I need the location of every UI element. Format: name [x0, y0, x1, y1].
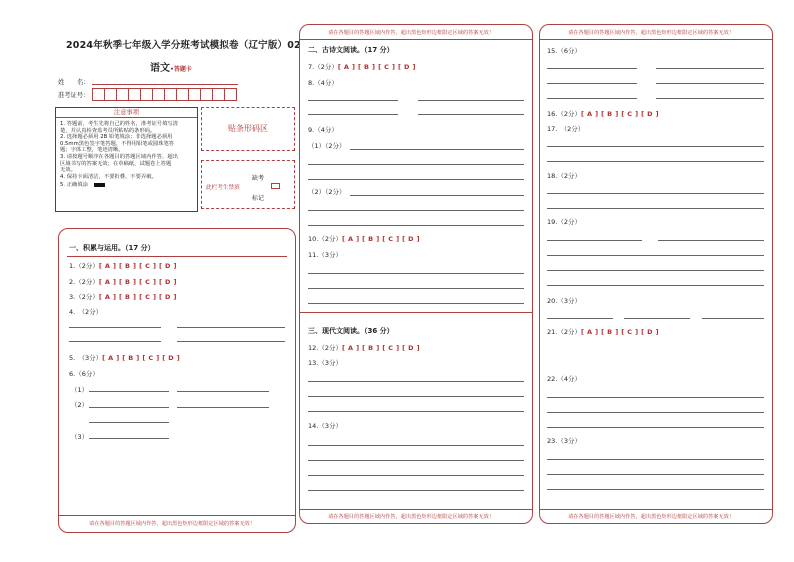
answer-line[interactable] [308, 114, 398, 115]
answer-line[interactable] [350, 149, 524, 150]
answer-panel-3 [539, 24, 773, 524]
answer-line[interactable] [547, 427, 764, 428]
notes-title: 注意事项 [56, 108, 197, 118]
notes-line: 区域书写的答案无效；在草稿纸，试题卷上答题 [60, 160, 172, 167]
answer-line[interactable] [547, 98, 637, 99]
answer-line[interactable] [547, 68, 637, 69]
answer-line[interactable] [308, 396, 524, 397]
question-13: 13.（3分） [308, 359, 342, 367]
question-14: 14.（3分） [308, 422, 342, 430]
answer-line[interactable] [547, 412, 764, 413]
answer-line[interactable] [656, 83, 764, 84]
question-9-1: （1）（2分） [308, 142, 346, 150]
notes-line: 题；字体工整，笔迹清晰。 [60, 147, 124, 154]
question-1[interactable]: 1.（2分）[ A ] [ B ] [ C ] [ D ] [69, 262, 177, 270]
answer-line[interactable] [547, 489, 764, 490]
answer-line[interactable] [418, 114, 524, 115]
question-12[interactable]: 12.（2分）[ A ] [ B ] [ C ] [ D ] [308, 344, 420, 352]
answer-line[interactable] [702, 318, 764, 319]
answer-line[interactable] [69, 341, 161, 342]
answer-line[interactable] [418, 100, 524, 101]
question-8: 8.（4分） [308, 79, 338, 87]
answer-line[interactable] [547, 318, 613, 319]
answer-line[interactable] [547, 270, 764, 271]
answer-panel-1 [58, 228, 296, 533]
question-20: 20.（3分） [547, 297, 581, 305]
absent-label: 此栏考生禁填 [206, 185, 240, 191]
answer-line[interactable] [69, 327, 161, 328]
question-10[interactable]: 10.（2分）[ A ] [ B ] [ C ] [ D ] [308, 235, 420, 243]
section-heading: 二、古诗文阅读。（17 分） [308, 46, 394, 54]
answer-line[interactable] [177, 341, 285, 342]
question-6-3: （3） [71, 433, 89, 441]
panel-notice: 请在各题目的答题区域内作答，超出黑色矩形边框限定区域的答案无效！ [89, 521, 256, 527]
notes-line: 4. 保持卡面清洁，不要折叠、不要弄破。 [60, 173, 157, 180]
answer-line[interactable] [547, 459, 764, 460]
answer-line[interactable] [308, 445, 524, 446]
answer-line[interactable] [350, 195, 524, 196]
answer-line[interactable] [547, 474, 764, 475]
panel-notice: 请在各题目的答题区域内作答，超出黑色矩形边框限定区域的答案无效！ [568, 514, 735, 520]
name-field[interactable] [92, 84, 238, 85]
answer-line[interactable] [89, 391, 169, 392]
name-label: 姓 名： [58, 79, 90, 86]
answer-line[interactable] [656, 98, 764, 99]
question-9-2: （2）（2分） [308, 188, 346, 196]
question-6-1: （1） [71, 386, 89, 394]
question-3[interactable]: 3.（2分）[ A ] [ B ] [ C ] [ D ] [69, 293, 177, 301]
answer-line[interactable] [308, 475, 524, 476]
question-23: 23.（3分） [547, 437, 581, 445]
barcode-area [201, 107, 295, 151]
section-heading: 一、积累与运用。（17 分） [69, 244, 155, 252]
answer-line[interactable] [177, 391, 269, 392]
answer-line[interactable] [308, 460, 524, 461]
section-heading: 三、现代文阅读。（36 分） [308, 327, 394, 335]
question-2[interactable]: 2.（2分）[ A ] [ B ] [ C ] [ D ] [69, 278, 177, 286]
question-18: 18.（2分） [547, 172, 581, 180]
answer-line[interactable] [656, 68, 764, 69]
missing-label-2: 标记 [252, 195, 265, 202]
subject-label [150, 56, 192, 75]
answer-line[interactable] [658, 240, 764, 241]
question-22: 22.（4分） [547, 375, 581, 383]
absent-area [201, 160, 295, 209]
notes-line: 2. 选择题必须用 2B 铅笔填涂；非选择题必须用 [60, 134, 173, 141]
answer-line[interactable] [177, 327, 285, 328]
answer-line[interactable] [308, 179, 524, 180]
notes-box [55, 107, 198, 212]
question-4: 4. （2分） [69, 308, 103, 316]
notes-line: 3. 请按题号顺序在各题目的答题区域内作答，超出 [60, 153, 178, 160]
answer-line[interactable] [89, 407, 169, 408]
question-9: 9.（4分） [308, 126, 338, 134]
notes-line: 1. 答题前，考生先将自己的姓名，准考证号填写清 [60, 121, 178, 127]
answer-line[interactable] [308, 381, 524, 382]
notes-line: 无效。 [60, 167, 76, 174]
answer-line[interactable] [308, 411, 524, 412]
answer-line[interactable] [308, 288, 524, 289]
answer-line[interactable] [89, 438, 169, 439]
answer-line[interactable] [547, 83, 637, 84]
page-title: 2024年秋季七年级入学分班考试模拟卷（辽宁版）02 [66, 40, 301, 51]
panel-notice: 请在各题目的答题区域内作答，超出黑色矩形边框限定区域的答案无效！ [568, 30, 735, 36]
answer-line[interactable] [547, 193, 764, 194]
panel-notice: 请在各题目的答题区域内作答，超出黑色矩形边框限定区域的答案无效！ [328, 30, 495, 36]
subject-text: 语文 [150, 63, 170, 74]
question-6-2: （2） [71, 401, 89, 409]
answer-line[interactable] [308, 210, 524, 211]
answer-line[interactable] [308, 303, 524, 304]
question-7[interactable]: 7.（2分）[ A ] [ B ] [ C ] [ D ] [308, 63, 416, 71]
question-21[interactable]: 21.（2分）[ A ] [ B ] [ C ] [ D ] [547, 328, 659, 336]
answer-line[interactable] [308, 490, 524, 491]
question-6: 6.（6分） [69, 370, 99, 378]
answer-line[interactable] [547, 146, 764, 147]
question-16[interactable]: 16.（2分）[ A ] [ B ] [ C ] [ D ] [547, 110, 659, 118]
answer-line[interactable] [547, 240, 642, 241]
notes-line: 0.5mm黑色签字笔答题，不得用铅笔或圆珠笔答 [60, 140, 175, 147]
answer-line[interactable] [547, 161, 764, 162]
filled-mark-icon [94, 183, 105, 187]
subject-suffix: •答题卡 [170, 66, 192, 73]
barcode-label: 贴条形码区 [228, 124, 268, 133]
answer-line[interactable] [308, 225, 524, 226]
answer-line[interactable] [308, 100, 398, 101]
answer-line[interactable] [547, 397, 764, 398]
notes-line: 5. 正确填涂 [60, 182, 194, 189]
notes-line: 楚，并认真检查监考员所粘贴的条形码。 [60, 127, 156, 134]
question-15: 15.（6分） [547, 47, 581, 55]
answer-line[interactable] [89, 422, 169, 423]
answer-line[interactable] [177, 407, 269, 408]
answer-line[interactable] [308, 273, 524, 274]
exam-no-boxes[interactable] [92, 88, 242, 101]
missing-checkbox[interactable] [271, 183, 280, 189]
missing-label-1: 缺考 [252, 175, 265, 182]
answer-line[interactable] [624, 318, 690, 319]
answer-line[interactable] [308, 164, 524, 165]
answer-panel-2 [299, 24, 533, 524]
question-5[interactable]: 5. （3分）[ A ] [ B ] [ C ] [ D ] [69, 354, 181, 362]
answer-line[interactable] [547, 208, 764, 209]
question-17: 17. （2分） [547, 125, 585, 133]
panel-notice: 请在各题目的答题区域内作答，超出黑色矩形边框限定区域的答案无效！ [328, 514, 495, 520]
answer-line[interactable] [547, 285, 764, 286]
answer-line[interactable] [547, 255, 764, 256]
exam-no-label: 准考证号： [58, 92, 90, 99]
question-11: 11.（3分） [308, 251, 342, 259]
question-19: 19.（2分） [547, 218, 581, 226]
